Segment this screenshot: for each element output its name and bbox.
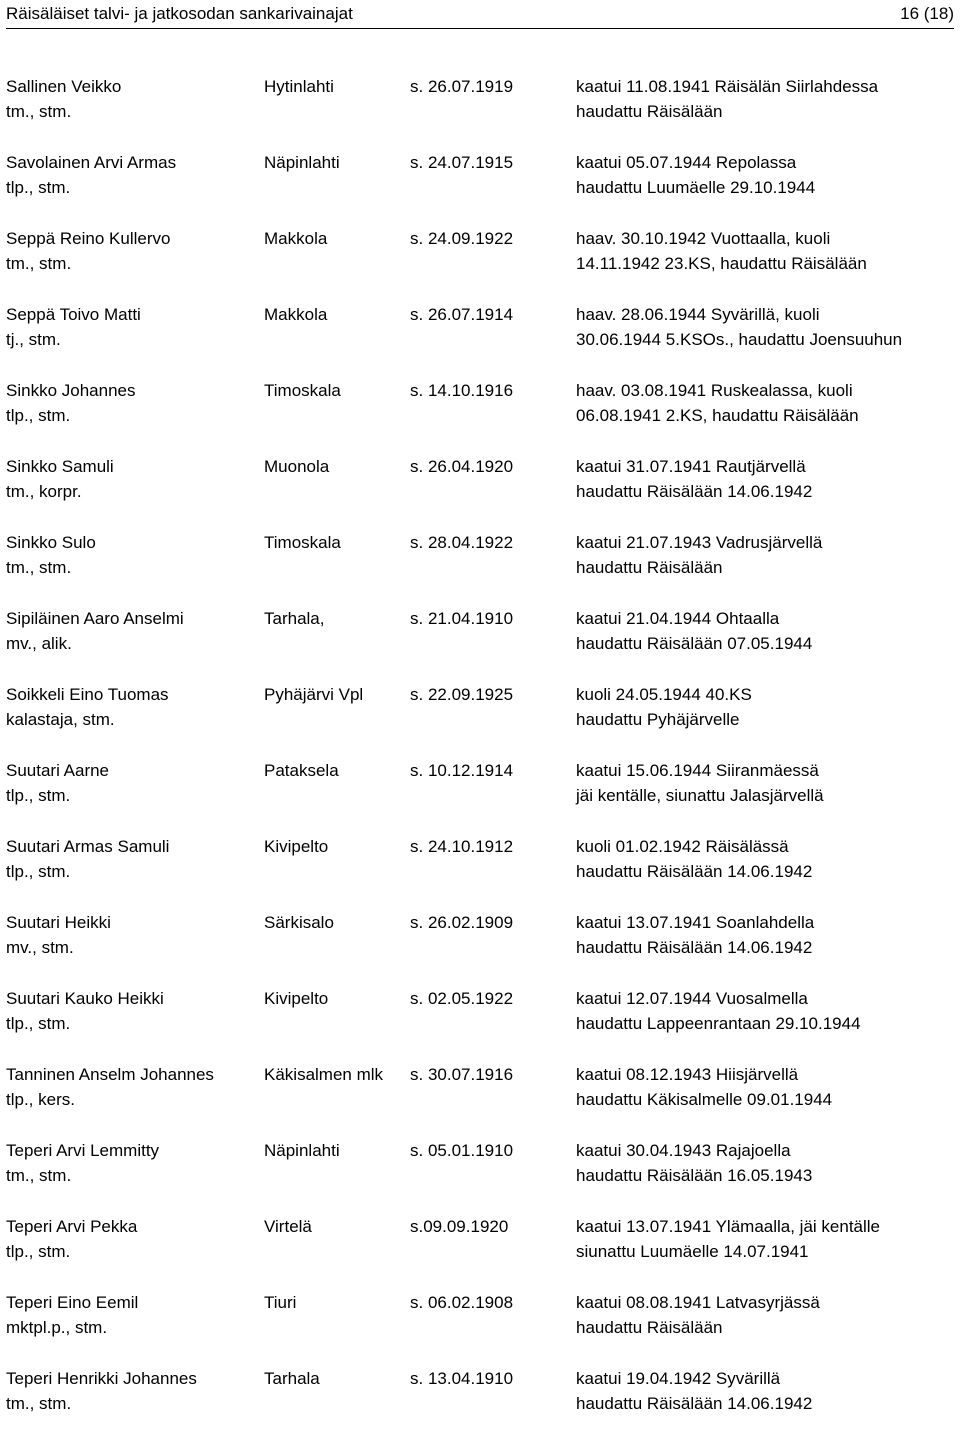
entry-event: kaatui 13.07.1941 Soanlahdella — [576, 913, 815, 932]
entry-place: Timoskala — [264, 533, 341, 552]
entry-event: kaatui 12.07.1944 Vuosalmella — [576, 989, 808, 1008]
entry-place: Tarhala — [264, 1369, 320, 1388]
list-item — [6, 1214, 954, 1290]
entry-burial: haudattu Räisälään — [576, 558, 723, 577]
entry-born: s. 26.02.1909 — [410, 913, 514, 932]
entry-burial: siunattu Luumäelle 14.07.1941 — [576, 1242, 809, 1261]
entry-born: s. 21.04.1910 — [410, 609, 514, 628]
entry-occupation: tm., stm. — [6, 102, 72, 121]
entry-place: Hytinlahti — [264, 77, 334, 96]
entry-burial: haudattu Räisälään 14.06.1942 — [576, 938, 813, 957]
entry-occupation: tlp., stm. — [6, 406, 71, 425]
entry-name: Teperi Arvi Pekka — [6, 1217, 138, 1236]
entry-occupation: tm., stm. — [6, 558, 72, 577]
entry-occupation: tm., stm. — [6, 1166, 72, 1185]
entry-born: s. 02.05.1922 — [410, 989, 514, 1008]
list-item — [6, 606, 954, 682]
entry-event: kaatui 31.07.1941 Rautjärvellä — [576, 457, 806, 476]
list-item — [6, 150, 954, 226]
entry-burial: 06.08.1941 2.KS, haudattu Räisälään — [576, 406, 859, 425]
entry-burial: 14.11.1942 23.KS, haudattu Räisälään — [576, 254, 867, 273]
list-item — [6, 378, 954, 454]
entry-occupation: tlp., stm. — [6, 862, 71, 881]
entry-born: s. 13.04.1910 — [410, 1369, 514, 1388]
entry-occupation: tm., stm. — [6, 1394, 72, 1413]
entry-event: kuoli 24.05.1944 40.KS — [576, 685, 752, 704]
entry-burial: haudattu Räisälään 14.06.1942 — [576, 1394, 813, 1413]
entry-place: Särkisalo — [264, 913, 334, 932]
entry-occupation: mv., stm. — [6, 938, 74, 957]
entry-born: s. 14.10.1916 — [410, 381, 514, 400]
entry-burial: haudattu Räisälään — [576, 1318, 723, 1337]
entry-place: Muonola — [264, 457, 330, 476]
entry-place: Kivipelto — [264, 989, 329, 1008]
entry-occupation: tlp., stm. — [6, 1014, 71, 1033]
entry-occupation: mktpl.p., stm. — [6, 1318, 108, 1337]
entry-place: Makkola — [264, 229, 328, 248]
list-item — [6, 1062, 954, 1138]
entry-name: Suutari Aarne — [6, 761, 110, 780]
entry-occupation: tlp., stm. — [6, 178, 71, 197]
entry-event: kaatui 19.04.1942 Syvärillä — [576, 1369, 781, 1388]
list-item — [6, 454, 954, 530]
entry-place: Tarhala, — [264, 609, 325, 628]
entry-name: Teperi Henrikki Johannes — [6, 1369, 197, 1388]
entry-name: Soikkeli Eino Tuomas — [6, 685, 169, 704]
entry-name: Tanninen Anselm Johannes — [6, 1065, 214, 1084]
entry-burial: haudattu Käkisalmelle 09.01.1944 — [576, 1090, 833, 1109]
entry-place: Makkola — [264, 305, 328, 324]
list-item — [6, 986, 954, 1062]
list-item — [6, 302, 954, 378]
entry-name: Savolainen Arvi Armas — [6, 153, 177, 172]
list-item — [6, 682, 954, 758]
entry-burial: haudattu Pyhäjärvelle — [576, 710, 740, 729]
entry-occupation: tlp., stm. — [6, 786, 71, 805]
entry-burial: haudattu Räisälään 14.06.1942 — [576, 482, 813, 501]
list-item — [6, 834, 954, 910]
entry-name: Sinkko Samuli — [6, 457, 114, 476]
entry-born: s. 26.07.1919 — [410, 77, 514, 96]
entry-event: kaatui 13.07.1941 Ylämaalla, jäi kentälle — [576, 1217, 881, 1236]
entry-place: Virtelä — [264, 1217, 312, 1236]
list-item — [6, 1290, 954, 1366]
entry-event: kaatui 08.08.1941 Latvasyrjässä — [576, 1293, 820, 1312]
entry-place: Näpinlahti — [264, 153, 340, 172]
entry-born: s. 24.10.1912 — [410, 837, 514, 856]
entry-event: kaatui 08.12.1943 Hiisjärvellä — [576, 1065, 799, 1084]
entry-born: s. 26.04.1920 — [410, 457, 514, 476]
list-item — [6, 758, 954, 834]
entry-place: Timoskala — [264, 381, 341, 400]
entry-born: s. 24.07.1915 — [410, 153, 514, 172]
entry-place: Näpinlahti — [264, 1141, 340, 1160]
list-item — [6, 530, 954, 606]
entry-burial: haudattu Räisälään 16.05.1943 — [576, 1166, 813, 1185]
document-title: Räisäläiset talvi- ja jatkosodan sankarivainajat — [6, 4, 353, 23]
entry-occupation: tm., stm. — [6, 254, 72, 273]
entry-name: Suutari Armas Samuli — [6, 837, 170, 856]
entry-occupation: tj., stm. — [6, 330, 61, 349]
entry-occupation: mv., alik. — [6, 634, 72, 653]
entry-burial: haudattu Luumäelle 29.10.1944 — [576, 178, 816, 197]
entry-name: Teperi Eino Eemil — [6, 1293, 139, 1312]
entry-born: s.09.09.1920 — [410, 1217, 509, 1236]
entry-born: s. 22.09.1925 — [410, 685, 514, 704]
entry-event: haav. 03.08.1941 Ruskealassa, kuoli — [576, 381, 853, 400]
entry-born: s. 28.04.1922 — [410, 533, 514, 552]
entry-name: Seppä Toivo Matti — [6, 305, 141, 324]
list-item — [6, 1138, 954, 1214]
entry-name: Sinkko Sulo — [6, 533, 96, 552]
entry-place: Tiuri — [264, 1293, 297, 1312]
list-item — [6, 910, 954, 986]
entry-event: kaatui 21.07.1943 Vadrusjärvellä — [576, 533, 823, 552]
entry-event: haav. 28.06.1944 Syvärillä, kuoli — [576, 305, 820, 324]
entry-burial: haudattu Räisälään — [576, 102, 723, 121]
page-number: 16 (18) — [900, 4, 954, 23]
entry-occupation: tm., korpr. — [6, 482, 82, 501]
entry-name: Sallinen Veikko — [6, 77, 122, 96]
entry-burial: 30.06.1944 5.KSOs., haudattu Joensuuhun — [576, 330, 903, 349]
entry-born: s. 30.07.1916 — [410, 1065, 514, 1084]
entry-event: kaatui 15.06.1944 Siiranmäessä — [576, 761, 819, 780]
list-item — [6, 1366, 954, 1442]
entry-occupation: tlp., kers. — [6, 1090, 75, 1109]
entry-name: Suutari Kauko Heikki — [6, 989, 164, 1008]
entry-born: s. 24.09.1922 — [410, 229, 514, 248]
entry-burial: haudattu Lappeenrantaan 29.10.1944 — [576, 1014, 861, 1033]
entry-born: s. 10.12.1914 — [410, 761, 514, 780]
entry-event: kuoli 01.02.1942 Räisälässä — [576, 837, 789, 856]
entry-name: Teperi Arvi Lemmitty — [6, 1141, 160, 1160]
entry-name: Suutari Heikki — [6, 913, 111, 932]
entry-place: Pyhäjärvi Vpl — [264, 685, 364, 704]
page-header — [6, 0, 954, 29]
entry-place: Pataksela — [264, 761, 339, 780]
entry-name: Sinkko Johannes — [6, 381, 136, 400]
entry-burial: haudattu Räisälään 07.05.1944 — [576, 634, 813, 653]
entry-event: kaatui 30.04.1943 Rajajoella — [576, 1141, 791, 1160]
entry-name: Seppä Reino Kullervo — [6, 229, 171, 248]
entry-event: kaatui 21.04.1944 Ohtaalla — [576, 609, 780, 628]
list-item — [6, 226, 954, 302]
entry-occupation: tlp., stm. — [6, 1242, 71, 1261]
entry-born: s. 05.01.1910 — [410, 1141, 514, 1160]
entry-event: haav. 30.10.1942 Vuottaalla, kuoli — [576, 229, 831, 248]
entry-place: Käkisalmen mlk — [264, 1065, 384, 1084]
entry-list — [6, 74, 954, 1442]
entry-born: s. 06.02.1908 — [410, 1293, 514, 1312]
entry-burial: jäi kentälle, siunattu Jalasjärvellä — [576, 786, 824, 805]
entry-place: Kivipelto — [264, 837, 329, 856]
list-item — [6, 74, 954, 150]
entry-event: kaatui 11.08.1941 Räisälän Siirlahdessa — [576, 77, 879, 96]
entry-name: Sipiläinen Aaro Anselmi — [6, 609, 184, 628]
entry-event: kaatui 05.07.1944 Repolassa — [576, 153, 797, 172]
entry-occupation: kalastaja, stm. — [6, 710, 115, 729]
entry-born: s. 26.07.1914 — [410, 305, 514, 324]
entry-burial: haudattu Räisälään 14.06.1942 — [576, 862, 813, 881]
